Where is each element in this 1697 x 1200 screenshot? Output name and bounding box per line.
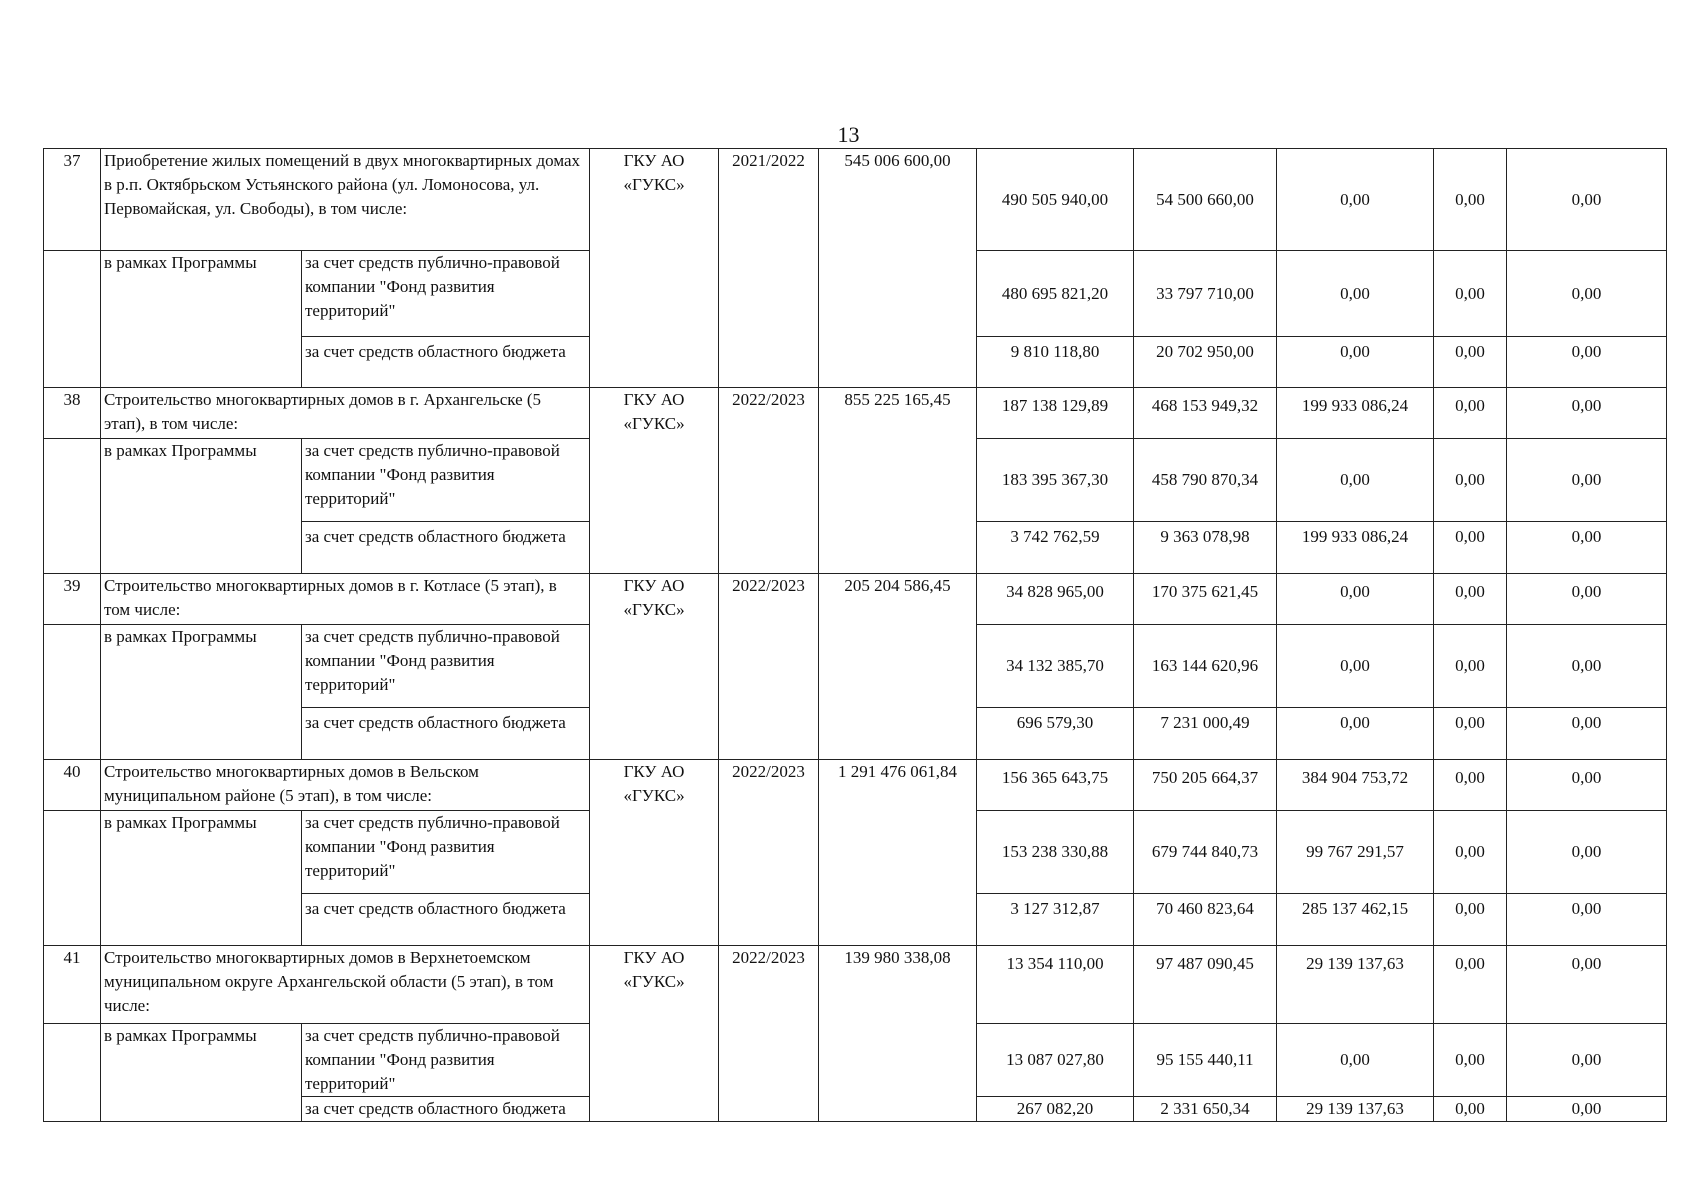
fund-value: 0,00 bbox=[1434, 439, 1507, 522]
object-title: Строительство многоквартирных домов в Вельском муниципальном районе (5 этап), в том числе: bbox=[101, 760, 590, 811]
empty-number-cell bbox=[44, 625, 101, 760]
budget-value: 0,00 bbox=[1277, 708, 1434, 760]
period: 2022/2023 bbox=[719, 946, 819, 1122]
main-value: 199 933 086,24 bbox=[1277, 388, 1434, 439]
budget-source-label: за счет средств областного бюджета bbox=[302, 894, 590, 946]
budget-value: 9 810 118,80 bbox=[977, 337, 1134, 388]
main-value: 0,00 bbox=[1507, 574, 1667, 625]
budget-source-label: за счет средств областного бюджета bbox=[302, 522, 590, 574]
fund-value: 458 790 870,34 bbox=[1134, 439, 1277, 522]
main-value: 170 375 621,45 bbox=[1134, 574, 1277, 625]
fund-value: 0,00 bbox=[1434, 251, 1507, 337]
total-cost: 1 291 476 061,84 bbox=[819, 760, 977, 946]
budget-value: 199 933 086,24 bbox=[1277, 522, 1434, 574]
main-value: 156 365 643,75 bbox=[977, 760, 1134, 811]
total-cost: 205 204 586,45 bbox=[819, 574, 977, 760]
main-value: 97 487 090,45 bbox=[1134, 946, 1277, 1024]
budget-value: 0,00 bbox=[1507, 1097, 1667, 1122]
period: 2021/2022 bbox=[719, 149, 819, 388]
fund-value: 0,00 bbox=[1507, 251, 1667, 337]
budget-value: 285 137 462,15 bbox=[1277, 894, 1434, 946]
main-value: 0,00 bbox=[1277, 149, 1434, 251]
budget-value: 0,00 bbox=[1434, 1097, 1507, 1122]
fund-value: 183 395 367,30 bbox=[977, 439, 1134, 522]
fund-value: 0,00 bbox=[1434, 1024, 1507, 1097]
row-number: 39 bbox=[44, 574, 101, 625]
fund-value: 95 155 440,11 bbox=[1134, 1024, 1277, 1097]
budget-value: 0,00 bbox=[1507, 894, 1667, 946]
period: 2022/2023 bbox=[719, 574, 819, 760]
fund-value: 0,00 bbox=[1507, 439, 1667, 522]
main-value: 0,00 bbox=[1434, 760, 1507, 811]
program-frame-label: в рамках Программы bbox=[101, 625, 302, 760]
object-title: Строительство многоквартирных домов в Верхнетоемском муниципальном округе Архангельской области (5 этап), в том числе: bbox=[101, 946, 590, 1024]
main-value: 54 500 660,00 bbox=[1134, 149, 1277, 251]
table-row bbox=[44, 388, 1667, 439]
main-value: 187 138 129,89 bbox=[977, 388, 1134, 439]
budget-value: 0,00 bbox=[1277, 337, 1434, 388]
main-value: 0,00 bbox=[1507, 388, 1667, 439]
customer: ГКУ АО «ГУКС» bbox=[590, 388, 719, 574]
table-row bbox=[44, 149, 1667, 251]
budget-value: 9 363 078,98 bbox=[1134, 522, 1277, 574]
budget-value: 0,00 bbox=[1434, 522, 1507, 574]
empty-number-cell bbox=[44, 439, 101, 574]
row-number: 41 bbox=[44, 946, 101, 1024]
budget-value: 20 702 950,00 bbox=[1134, 337, 1277, 388]
main-value: 0,00 bbox=[1507, 149, 1667, 251]
program-frame-label: в рамках Программы bbox=[101, 251, 302, 388]
fund-value: 0,00 bbox=[1277, 625, 1434, 708]
budget-value: 0,00 bbox=[1507, 708, 1667, 760]
budget-value: 696 579,30 bbox=[977, 708, 1134, 760]
budget-value: 0,00 bbox=[1507, 522, 1667, 574]
object-title: Приобретение жилых помещений в двух многоквартирных домах в р.п. Октябрьском Устьянского района (ул. Ломоносова, ул. Первомайская, ул. Свободы), в том числе: bbox=[101, 149, 590, 251]
main-value: 0,00 bbox=[1507, 760, 1667, 811]
main-value: 490 505 940,00 bbox=[977, 149, 1134, 251]
main-value: 13 354 110,00 bbox=[977, 946, 1134, 1024]
fund-value: 480 695 821,20 bbox=[977, 251, 1134, 337]
budget-source-label: за счет средств областного бюджета bbox=[302, 337, 590, 388]
budget-value: 0,00 bbox=[1434, 337, 1507, 388]
fund-source-label: за счет средств публично-правовой компании "Фонд развития территорий" bbox=[302, 439, 590, 522]
budget-value: 2 331 650,34 bbox=[1134, 1097, 1277, 1122]
fund-value: 0,00 bbox=[1434, 625, 1507, 708]
empty-number-cell bbox=[44, 251, 101, 388]
program-table bbox=[43, 148, 1667, 1122]
row-number: 38 bbox=[44, 388, 101, 439]
object-title: Строительство многоквартирных домов в г. Котласе (5 этап), в том числе: bbox=[101, 574, 590, 625]
main-value: 0,00 bbox=[1277, 574, 1434, 625]
budget-value: 70 460 823,64 bbox=[1134, 894, 1277, 946]
fund-value: 0,00 bbox=[1277, 251, 1434, 337]
customer: ГКУ АО «ГУКС» bbox=[590, 149, 719, 388]
main-value: 0,00 bbox=[1507, 946, 1667, 1024]
fund-value: 0,00 bbox=[1277, 439, 1434, 522]
customer: ГКУ АО «ГУКС» bbox=[590, 574, 719, 760]
budget-value: 3 127 312,87 bbox=[977, 894, 1134, 946]
budget-value: 0,00 bbox=[1507, 337, 1667, 388]
main-value: 29 139 137,63 bbox=[1277, 946, 1434, 1024]
fund-value: 153 238 330,88 bbox=[977, 811, 1134, 894]
main-value: 0,00 bbox=[1434, 574, 1507, 625]
total-cost: 139 980 338,08 bbox=[819, 946, 977, 1122]
total-cost: 855 225 165,45 bbox=[819, 388, 977, 574]
fund-value: 13 087 027,80 bbox=[977, 1024, 1134, 1097]
program-frame-label: в рамках Программы bbox=[101, 439, 302, 574]
main-value: 468 153 949,32 bbox=[1134, 388, 1277, 439]
main-value: 34 828 965,00 bbox=[977, 574, 1134, 625]
main-value: 0,00 bbox=[1434, 149, 1507, 251]
main-value: 0,00 bbox=[1434, 946, 1507, 1024]
empty-number-cell bbox=[44, 1024, 101, 1122]
program-frame-label: в рамках Программы bbox=[101, 1024, 302, 1122]
table-row bbox=[44, 574, 1667, 625]
fund-value: 0,00 bbox=[1277, 1024, 1434, 1097]
budget-source-label: за счет средств областного бюджета bbox=[302, 708, 590, 760]
fund-value: 0,00 bbox=[1507, 1024, 1667, 1097]
budget-source-label: за счет средств областного бюджета bbox=[302, 1097, 590, 1122]
fund-value: 679 744 840,73 bbox=[1134, 811, 1277, 894]
fund-source-label: за счет средств публично-правовой компании "Фонд развития территорий" bbox=[302, 625, 590, 708]
main-value: 0,00 bbox=[1434, 388, 1507, 439]
fund-value: 163 144 620,96 bbox=[1134, 625, 1277, 708]
fund-value: 34 132 385,70 bbox=[977, 625, 1134, 708]
customer: ГКУ АО «ГУКС» bbox=[590, 946, 719, 1122]
budget-value: 7 231 000,49 bbox=[1134, 708, 1277, 760]
table-row bbox=[44, 946, 1667, 1024]
page-number: 13 bbox=[837, 122, 860, 147]
fund-source-label: за счет средств публично-правовой компании "Фонд развития территорий" bbox=[302, 1024, 590, 1097]
fund-source-label: за счет средств публично-правовой компании "Фонд развития территорий" bbox=[302, 251, 590, 337]
fund-value: 0,00 bbox=[1507, 625, 1667, 708]
fund-value: 99 767 291,57 bbox=[1277, 811, 1434, 894]
fund-value: 33 797 710,00 bbox=[1134, 251, 1277, 337]
main-value: 750 205 664,37 bbox=[1134, 760, 1277, 811]
fund-value: 0,00 bbox=[1434, 811, 1507, 894]
budget-value: 3 742 762,59 bbox=[977, 522, 1134, 574]
table-row bbox=[44, 760, 1667, 811]
program-frame-label: в рамках Программы bbox=[101, 811, 302, 946]
row-number: 37 bbox=[44, 149, 101, 251]
row-number: 40 bbox=[44, 760, 101, 811]
customer: ГКУ АО «ГУКС» bbox=[590, 760, 719, 946]
budget-value: 0,00 bbox=[1434, 894, 1507, 946]
empty-number-cell bbox=[44, 811, 101, 946]
object-title: Строительство многоквартирных домов в г. Архангельске (5 этап), в том числе: bbox=[101, 388, 590, 439]
budget-value: 29 139 137,63 bbox=[1277, 1097, 1434, 1122]
budget-value: 267 082,20 bbox=[977, 1097, 1134, 1122]
period: 2022/2023 bbox=[719, 760, 819, 946]
fund-source-label: за счет средств публично-правовой компании "Фонд развития территорий" bbox=[302, 811, 590, 894]
period: 2022/2023 bbox=[719, 388, 819, 574]
main-value: 384 904 753,72 bbox=[1277, 760, 1434, 811]
total-cost: 545 006 600,00 bbox=[819, 149, 977, 388]
fund-value: 0,00 bbox=[1507, 811, 1667, 894]
budget-value: 0,00 bbox=[1434, 708, 1507, 760]
